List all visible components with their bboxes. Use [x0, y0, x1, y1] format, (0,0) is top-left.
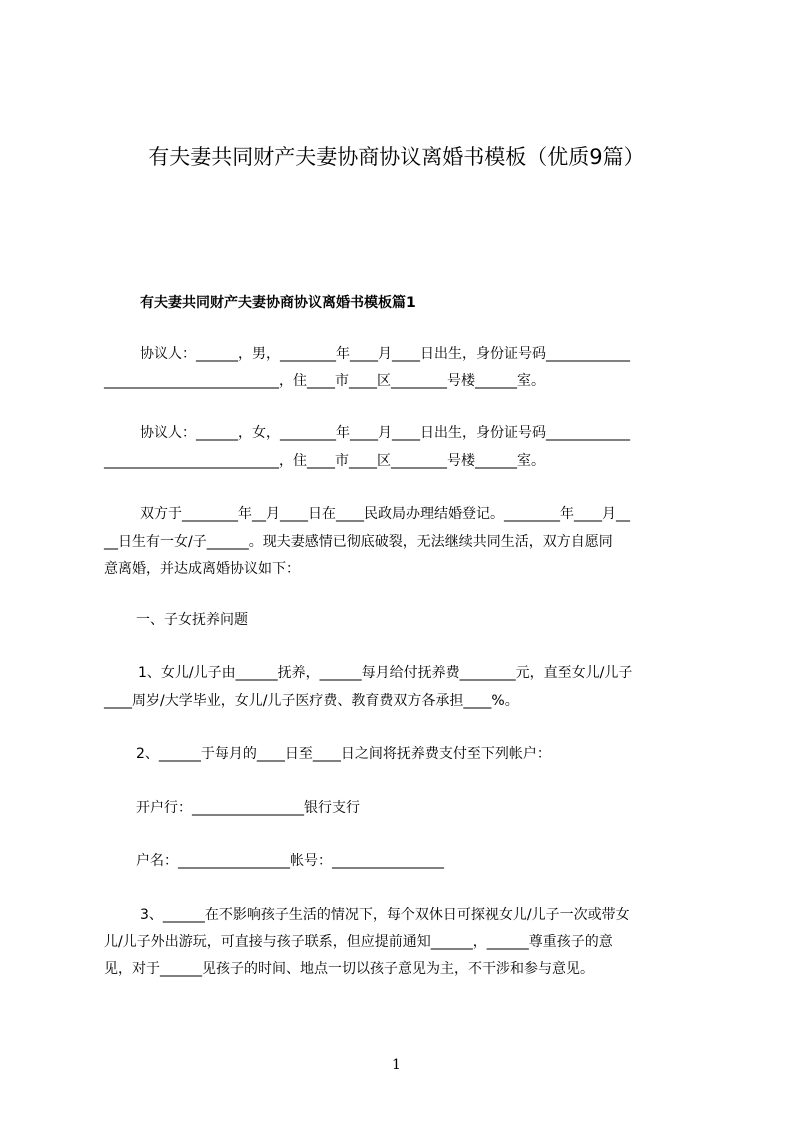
item-3-line-3: 见，对于______见孩子的时间、地点一切以孩子意见为主，不干涉和参与意见。 [104, 961, 594, 977]
party-2-line-1: 协议人：______，女，________年____月____日出生，身份证号码____________ [140, 425, 630, 441]
item-3-line-1: 3、______在不影响孩子生活的情况下，每个双休日可探视女儿/儿子一次或带女 [140, 907, 630, 923]
bank-line: 开户行：________________银行支行 [136, 800, 360, 816]
party-2-line-2: _________________________，住____市____区________号楼______室。 [104, 453, 545, 469]
page-number: 1 [392, 1057, 401, 1073]
party-1-line-1: 协议人：______，男，________年____月____日出生，身份证号码____________ [140, 346, 630, 362]
intro-line-3: 意离婚，并达成离婚协议如下： [104, 561, 300, 577]
item-1-line-1: 1、女儿/儿子由______抚养，______每月给付抚养费________元，直至女儿/儿子 [138, 665, 633, 681]
account-line: 户名：________________帐号：________________ [136, 853, 444, 869]
party-1-line-2: _________________________，住____市____区________号楼______室。 [104, 373, 545, 389]
intro-line-2: __日生有一女/子______。现夫妻感情已彻底破裂，无法继续共同生活，双方自愿同 [104, 534, 613, 550]
item-1-line-2: ____周岁/大学毕业，女儿/儿子医疗费、教育费双方各承担____%。 [104, 693, 519, 709]
intro-line-1: 双方于________年__月____日在____民政局办理结婚登记。________年____月__ [140, 506, 630, 522]
heading-child-support: 一、子女抚养问题 [136, 612, 248, 628]
section-title: 有夫妻共同财产夫妻协商协议离婚书模板篇1 [140, 295, 416, 311]
item-2-line: 2、______于每月的____日至____日之间将抚养费支付至下列帐户： [136, 746, 551, 762]
document-title: 有夫妻共同财产夫妻协商协议离婚书模板（优质9篇） [148, 145, 645, 169]
item-3-line-2: 儿/儿子外出游玩，可直接与孩子联系，但应提前通知______，______尊重孩子的意 [104, 934, 613, 950]
